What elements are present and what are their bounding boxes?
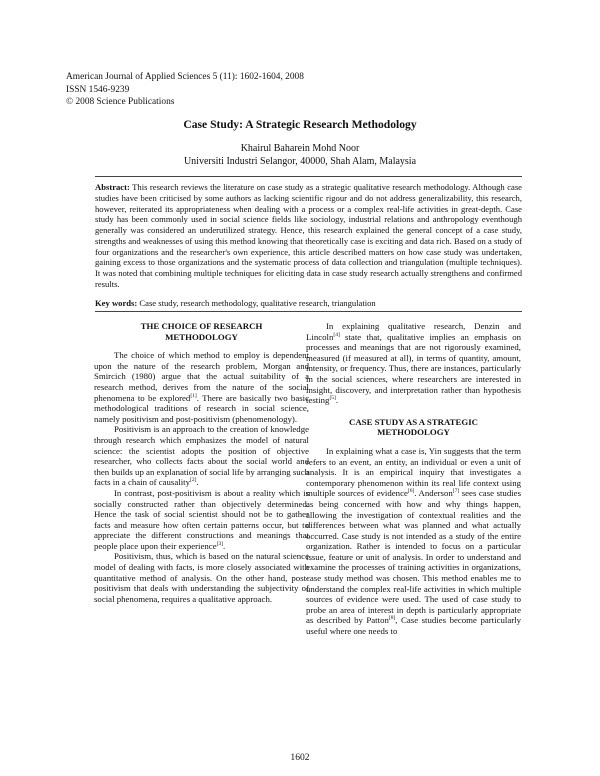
citation-ref[interactable]: [4]: [333, 331, 340, 338]
abstract: [95, 182, 522, 290]
paragraph: Positivism is an approach to the creation of knowledge through research which emphasizes the model of natural science: the scientist adopts the position of objective researcher, who collects facts about the social world and then builds up an explanation of social life by arranging such facts in a chain of causality[2].: [94, 424, 309, 488]
keywords-label: Key words:: [95, 298, 138, 308]
paragraph: Positivism, thus, which is based on the natural science model of dealing with facts, is more closely associated with quantitative method of analysis. On the other hand, post-positivism that deals with understanding the subjectivity of social phenomena, requires a qualitative approach.: [94, 551, 309, 604]
citation-ref[interactable]: [1]: [190, 392, 197, 399]
issn: ISSN 1546-9239: [66, 84, 130, 95]
paragraph: In explaining what a case is, Yin suggests that the term refers to an event, an entity, an individual or even a unit of analysis. It is an empirical inquiry that investigates a contemporary phenomenon within its real life context using multiple sources of evidence[6]. Anderson[7] sees case studies as being concerned with how and why things happen, allowing the investigation of contextual realities and the differences between what was planned and what actually occurred. Case study is not intended as a study of the entire organization. Rather is intended to focus on a particular issue, feature or unit of analysis. In order to understand and examine the processes of training activities in organizations, case study method was chosen. This method enables me to understand the complex real-life activities in which multiple sources of evidence were used. The used of case study to probe an area of interest in depth is particularly appropriate as described by Patton[8], Case studies become particularly useful where one needs to: [306, 445, 522, 637]
citation-ref[interactable]: [6]: [407, 488, 415, 495]
paragraph: In contrast, post-positivism is about a reality which is socially constructed rather than objectively determined. Hence the task of social scientist should not be to gather facts and measure how often certain patterns occur, but to appreciate the different constructions and meanings that people place upon their experience[3].: [94, 487, 309, 551]
section-heading-case-study: [306, 417, 521, 438]
heading-line: METHODOLOGY: [165, 331, 238, 342]
abstract-text: This research reviews the literature on case study as a strategic qualitative research methodology. Although case studies have been criticised by some authors as lacking scientific rigour and do not address generalizability, this research, however, reiterated its appropriateness when dealing with a process or a complex real-life activities in great-depth. Case study has been commonly used in social science fields like sociology, industrial relations and anthropology eventhough generally was considered an underutilized strategy. Hence, this research explained the general concept of a case study, strengths and weaknesses of using this method knowing that theoretically case is exciting and data rich. Based on a study of four organizations and the researcher's own experience, this article described matters on how case study was undertaken, gaining excess to those organizations and the systematic process of data collection and triangulation (multiple techniques). It was noted that combining multiple techniques for eliciting data in case study research actually strengthens and confirmed results.: [95, 182, 522, 289]
paragraph: The choice of which method to employ is dependent upon the nature of the research problem, Morgan and Smircich (1980) argue that the actual suitability of a research method, derives from the nature of the social phenomena to be explored[1]. There are basically two basic methodological traditions of research in social science, namely positivism and post-positivism (phenomenology).: [94, 350, 309, 424]
author-name: Khairul Baharein Mohd Noor: [240, 143, 360, 154]
citation-ref[interactable]: [8]: [388, 615, 396, 622]
bottom-divider: [95, 311, 522, 312]
copyright: © 2008 Science Publications: [66, 97, 175, 107]
author-affiliation: Universiti Industri Selangor, 40000, Shah Alam, Malaysia: [183, 155, 417, 167]
journal-header: [66, 71, 304, 109]
top-divider: [95, 176, 522, 177]
right-column: [306, 321, 521, 637]
keywords: [95, 298, 535, 309]
paper-title: Case Study: A Strategic Research Methodology: [183, 118, 417, 131]
heading-line: THE CHOICE OF RESEARCH: [140, 321, 263, 331]
citation-ref[interactable]: [7]: [452, 488, 460, 495]
abstract-label: Abstract:: [95, 182, 130, 192]
section-heading-choice: [94, 321, 309, 342]
heading-line: METHODOLOGY: [377, 427, 450, 438]
citation-ref[interactable]: [2]: [190, 477, 197, 484]
left-column: [94, 321, 309, 604]
citation-ref[interactable]: [5]: [329, 395, 336, 402]
paragraph: In explaining qualitative research, Denzin and Lincoln[4] state that, qualitative implies an emphasis on processes and meanings that are not rigorously examined, measured (if measured at all), in terms of quantity, amount, intensity, or frequency. Thus, there are instances, particularly in the social sciences, where researchers are interested in insight, discovery, and interpretation rather than hypothesis testing[5].: [306, 321, 521, 406]
keywords-text: Case study, research methodology, qualitative research, triangulation: [139, 298, 376, 308]
author-block: [0, 143, 600, 168]
page-number: 1602: [290, 752, 310, 763]
heading-line: CASE STUDY AS A STRATEGIC: [348, 416, 479, 427]
journal-citation: American Journal of Applied Sciences 5 (11): 1602-1604, 2008: [66, 72, 304, 82]
citation-ref[interactable]: [3]: [216, 540, 224, 547]
